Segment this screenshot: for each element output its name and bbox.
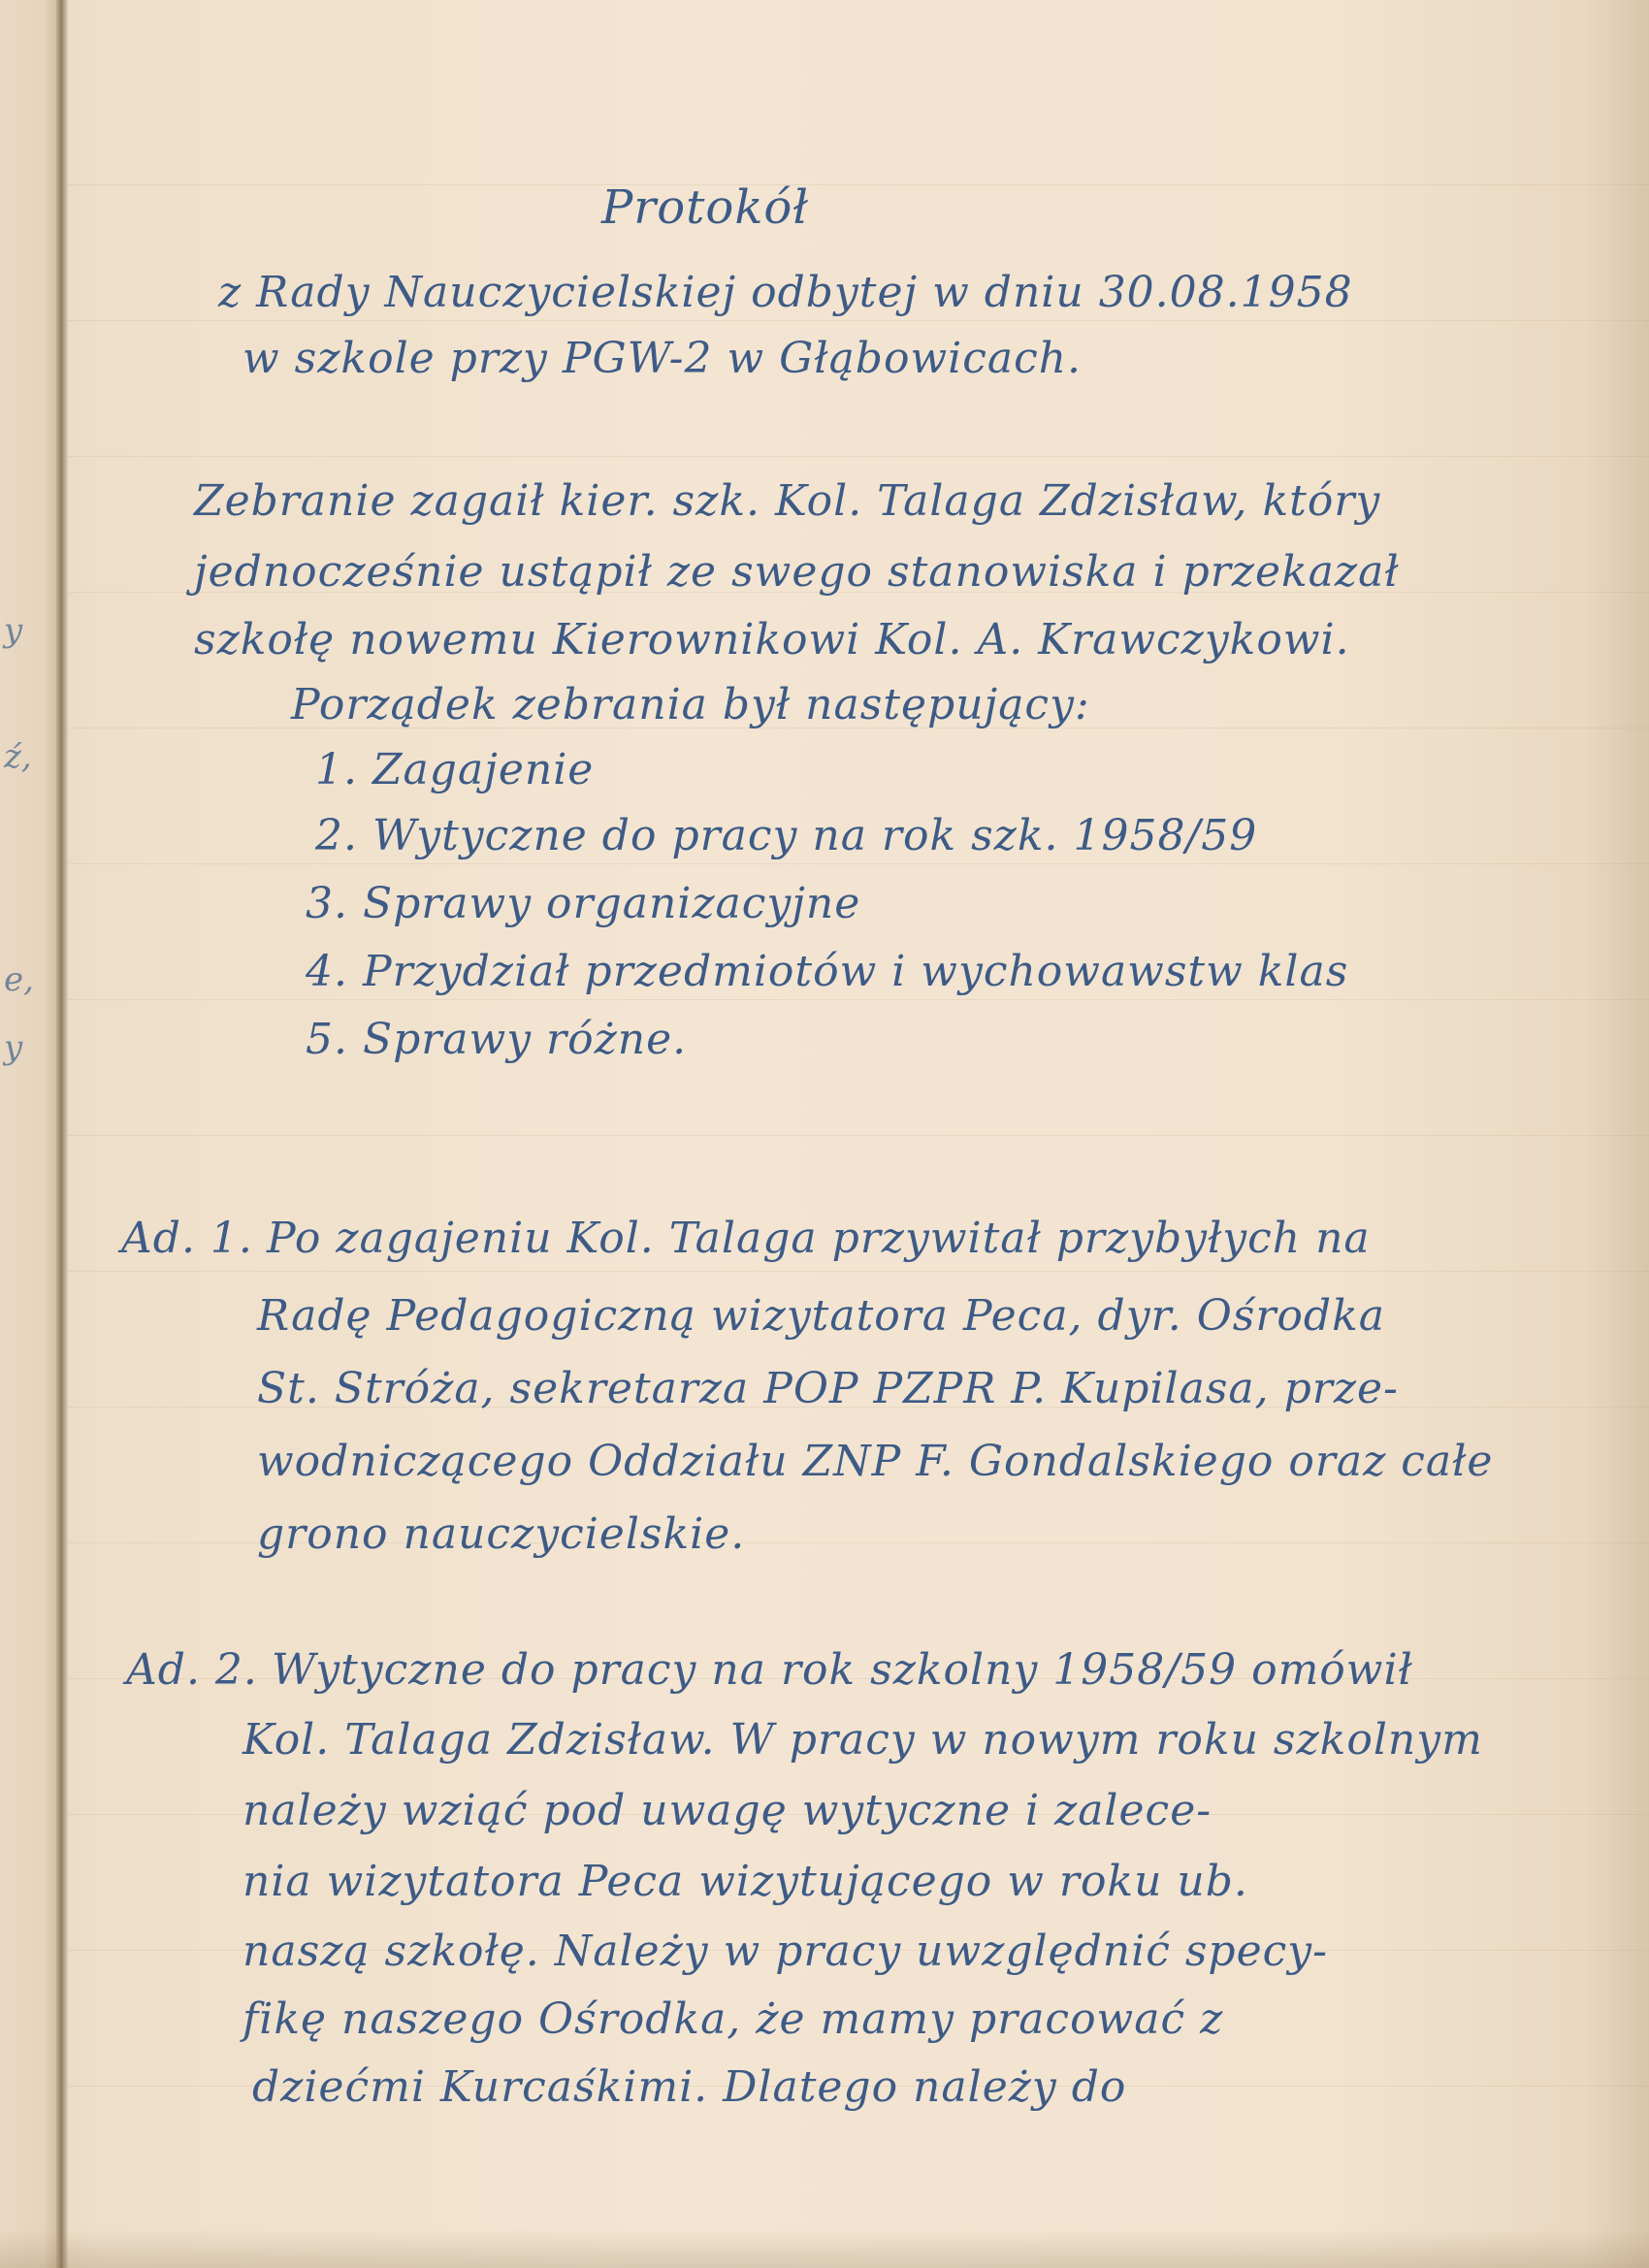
agenda-item: 3. Sprawy organizacyjne — [306, 879, 861, 928]
ad2-label: Ad. 2. — [126, 1645, 258, 1695]
agenda-item: 4. Przydział przedmiotów i wychowawstw klas — [306, 947, 1349, 996]
left-page-edge — [0, 0, 62, 2268]
ad1-line: grono nauczycielskie. — [257, 1509, 746, 1559]
header-line: w szkole przy PGW-2 w Głąbowicach. — [242, 334, 1083, 383]
ruled-line — [68, 320, 1649, 321]
ruled-line — [68, 184, 1649, 185]
ruled-line — [68, 999, 1649, 1000]
margin-mark: y — [4, 611, 23, 650]
intro-line: Zebranie zagaił kier. szk. Kol. Talaga Zdzisław, który — [194, 476, 1381, 526]
ad1-label: Ad. 1. — [121, 1214, 253, 1263]
ad2-line: nia wizytatora Peca wizytującego w roku ub. — [242, 1857, 1248, 1906]
intro-line: jednocześnie ustąpił ze swego stanowiska i przekazał — [194, 547, 1400, 597]
ruled-line — [68, 1135, 1649, 1136]
margin-mark: y — [4, 1028, 23, 1067]
ad2-line: fikę naszego Ośrodka, że mamy pracować z — [242, 1994, 1224, 2044]
book-gutter — [56, 0, 68, 2268]
margin-mark: e, — [4, 960, 34, 999]
ad1-line: St. Stróża, sekretarza POP PZPR P. Kupilasa, prze- — [257, 1364, 1399, 1413]
ad1-line: Po zagajeniu Kol. Talaga przywitał przybyłych na — [267, 1214, 1371, 1263]
ad1-line: Radę Pedagogiczną wizytatora Peca, dyr. Ośrodka — [257, 1291, 1385, 1341]
ad2-line: naszą szkołę. Należy w pracy uwzględnić specy- — [242, 1927, 1328, 1976]
ad2-line: Kol. Talaga Zdzisław. W pracy w nowym roku szkolnym — [242, 1715, 1483, 1765]
ad2-line: należy wziąć pod uwagę wytyczne i zalece- — [242, 1786, 1212, 1835]
agenda-item: 1. Zagajenie — [315, 745, 595, 794]
ad2-line: dziećmi Kurcaśkimi. Dlatego należy do — [252, 2062, 1127, 2112]
ad1-line: wodniczącego Oddziału ZNP F. Gondalskiego oraz całe — [257, 1437, 1494, 1486]
intro-line: Porządek zebrania był następujący: — [291, 680, 1090, 729]
intro-line: szkołę nowemu Kierownikowi Kol. A. Krawczykowi. — [194, 615, 1350, 664]
ruled-line — [68, 1271, 1649, 1272]
agenda-item: 2. Wytyczne do pracy na rok szk. 1958/59 — [315, 811, 1258, 860]
agenda-item: 5. Sprawy różne. — [306, 1015, 688, 1064]
header-line: z Rady Nauczycielskiej odbytej w dniu 30.08.1958 — [218, 268, 1353, 317]
ruled-line — [68, 863, 1649, 864]
document-title: Protokół — [601, 180, 809, 235]
page-bottom-shadow — [0, 2229, 1649, 2268]
ad2-line: Wytyczne do pracy na rok szkolny 1958/59 omówił — [272, 1645, 1413, 1695]
margin-mark: ź, — [4, 737, 32, 776]
ruled-line — [68, 456, 1649, 457]
